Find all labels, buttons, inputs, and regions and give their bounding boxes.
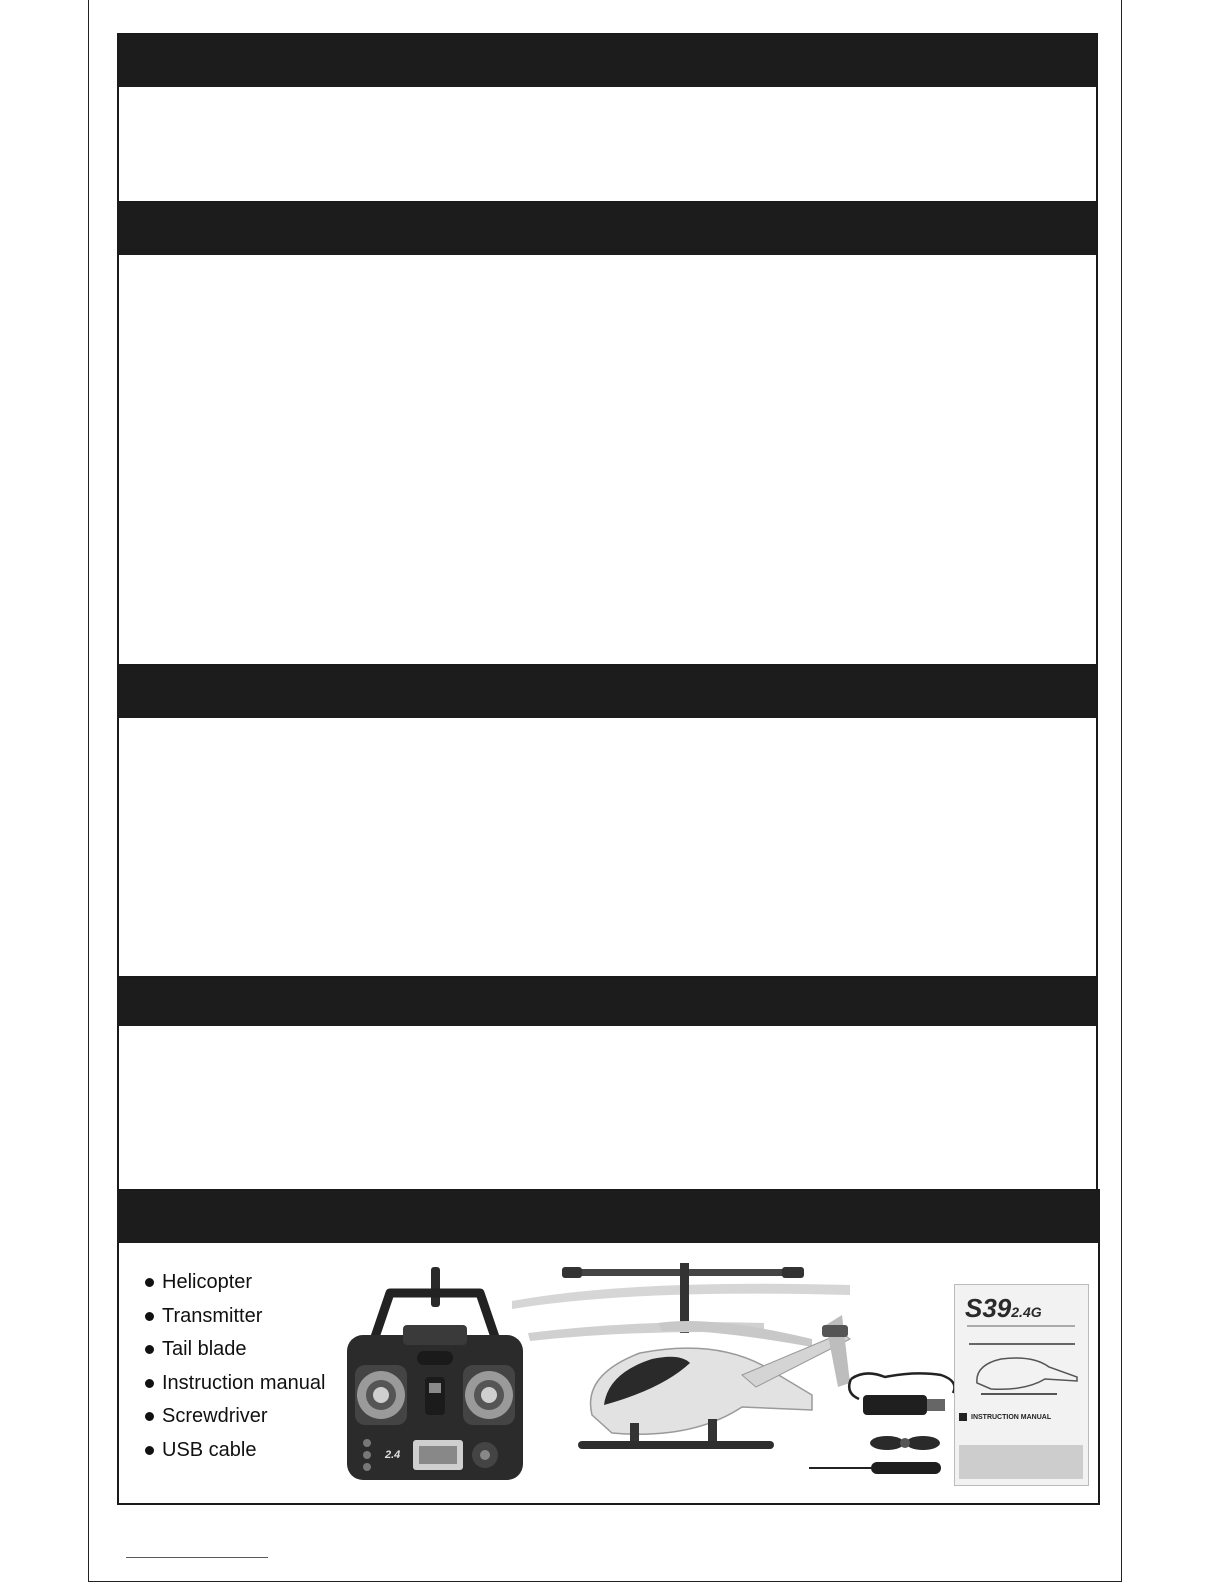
bullet-icon [145, 1446, 154, 1455]
bullet-icon [145, 1345, 154, 1354]
helicopter-image [512, 1255, 872, 1485]
list-item-label: Transmitter [162, 1304, 263, 1327]
manual-band-label: 2.4G [1011, 1304, 1042, 1320]
transmitter-image [345, 1265, 525, 1483]
bullet-icon [145, 1379, 154, 1388]
manual-title-label: INSTRUCTION MANUAL [971, 1413, 1052, 1421]
list-item [145, 1300, 325, 1334]
bullet-icon [145, 1312, 154, 1321]
warning-icon [959, 1413, 967, 1421]
manual-footer-block [959, 1445, 1083, 1479]
bullet-icon [145, 1278, 154, 1287]
section-1-header-bar [119, 35, 1096, 87]
bullet-icon [145, 1412, 154, 1421]
section-2 [117, 201, 1098, 666]
manual-helicopter-sketch [961, 1337, 1083, 1397]
list-item [145, 1400, 325, 1434]
list-item [145, 1434, 325, 1468]
section-5-header-bar [117, 1191, 1100, 1243]
list-item-label: Instruction manual [162, 1371, 326, 1394]
section-2-header-bar [119, 203, 1096, 255]
usb-cable-image [845, 1369, 963, 1421]
manual-model-label: S39 [965, 1293, 1012, 1323]
section-3-header-bar [119, 666, 1096, 718]
list-item-label: USB cable [162, 1438, 257, 1461]
manual-subtitle-rule [967, 1325, 1075, 1327]
section-3 [117, 664, 1098, 978]
screwdriver-image [809, 1459, 943, 1477]
section-4 [117, 976, 1098, 1191]
instruction-manual-image [954, 1284, 1089, 1486]
list-item-label: Tail blade [162, 1338, 247, 1360]
package-contents-section [117, 1189, 1100, 1505]
transmitter-band-label: 2.4 [385, 1449, 401, 1461]
section-1 [117, 33, 1098, 203]
list-item-label: Helicopter [162, 1271, 253, 1293]
package-contents-list [145, 1266, 325, 1467]
list-item [145, 1266, 325, 1300]
list-item [145, 1367, 325, 1401]
list-item [145, 1333, 325, 1367]
section-4-header-bar [119, 978, 1096, 1026]
footer-link-underline[interactable] [126, 1557, 268, 1558]
tail-blade-image [869, 1433, 941, 1453]
list-item-label: Screwdriver [162, 1405, 268, 1427]
